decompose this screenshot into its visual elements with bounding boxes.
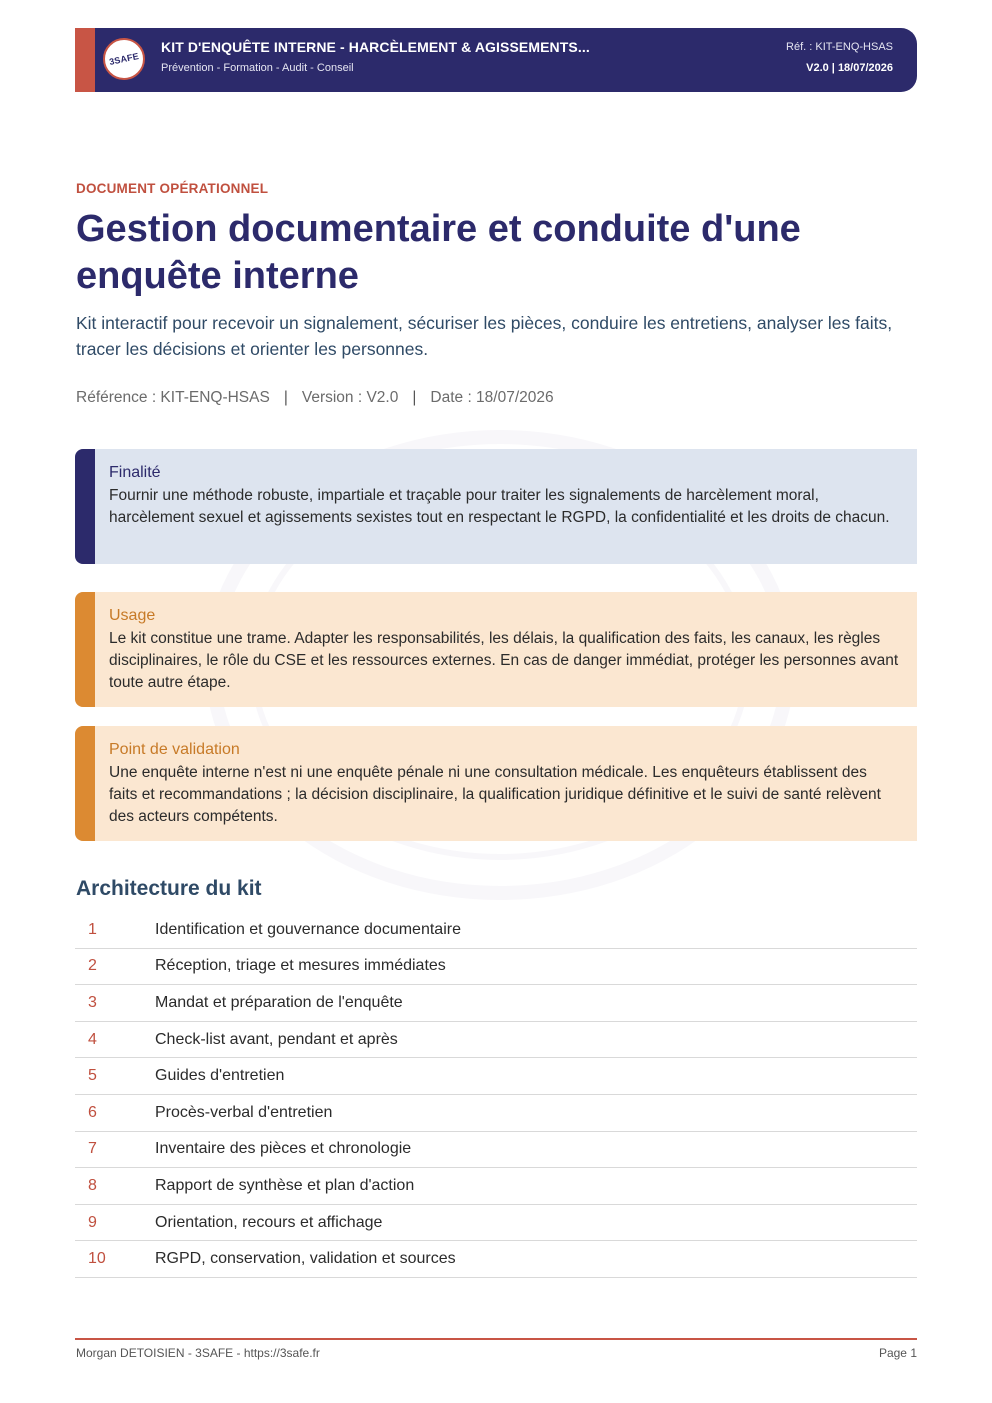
item-label: Identification et gouvernance documentaire xyxy=(155,920,461,938)
item-label: Réception, triage et mesures immédiates xyxy=(155,957,446,975)
list-item xyxy=(75,1058,917,1095)
logo-text: 3SAFE xyxy=(108,50,140,68)
item-number: 2 xyxy=(88,957,97,975)
footer-page-number: Page 1 xyxy=(878,1346,917,1360)
header-version-date: V2.0 | 18/07/2026 xyxy=(806,62,893,74)
callout-bar xyxy=(75,726,95,841)
list-item xyxy=(75,912,917,949)
item-number: 9 xyxy=(88,1213,97,1231)
item-label: Check-list avant, pendant et après xyxy=(155,1030,398,1048)
list-item xyxy=(75,1132,917,1169)
header-reference: Réf. : KIT-ENQ-HSAS xyxy=(786,41,893,53)
item-number: 5 xyxy=(88,1067,97,1085)
callout-bar xyxy=(75,592,95,707)
callout-finalite xyxy=(75,449,917,564)
footer-author: Morgan DETOISIEN - 3SAFE - https://3safe.fr xyxy=(76,1346,320,1360)
item-label: Guides d'entretien xyxy=(155,1067,285,1085)
meta-date: Date : 18/07/2026 xyxy=(430,389,554,406)
callout-validation xyxy=(75,726,917,841)
item-number: 1 xyxy=(88,920,97,938)
architecture-list xyxy=(75,912,917,1278)
document-lead: Kit interactif pour recevoir un signalement, sécuriser les pièces, conduire les entretiens, analyser les faits, tracer les décisions et orienter les personnes. xyxy=(76,313,893,359)
item-label: Mandat et préparation de l'enquête xyxy=(155,993,403,1011)
list-item xyxy=(75,1022,917,1059)
document-eyebrow: DOCUMENT OPÉRATIONNEL xyxy=(76,181,269,196)
header-title: KIT D'ENQUÊTE INTERNE - HARCÈLEMENT & AGISSEMENTS... xyxy=(161,39,590,55)
item-number: 6 xyxy=(88,1103,97,1121)
list-item xyxy=(75,985,917,1022)
footer-divider xyxy=(75,1338,917,1340)
header-accent-bar xyxy=(75,28,95,92)
header-banner xyxy=(75,28,917,92)
callout-label: Point de validation xyxy=(109,741,240,758)
callout-bar xyxy=(75,449,95,564)
list-item xyxy=(75,1241,917,1278)
meta-reference: Référence : KIT-ENQ-HSAS xyxy=(76,389,270,406)
list-item xyxy=(75,1205,917,1242)
callout-label: Usage xyxy=(109,607,156,624)
item-number: 4 xyxy=(88,1030,97,1048)
item-label: Orientation, recours et affichage xyxy=(155,1213,383,1231)
page-title: Gestion documentaire et conduite d'une enquête interne xyxy=(76,208,801,297)
list-item xyxy=(75,1168,917,1205)
item-number: 7 xyxy=(88,1140,97,1158)
list-item xyxy=(75,1095,917,1132)
callout-body: Fournir une méthode robuste, impartiale et traçable pour traiter les signalements de harcèlement moral, harcèlement sexuel et agissements sexistes tout en respectant le RGPD, la confidentialité et les droits de chacun. xyxy=(109,487,890,526)
callout-usage xyxy=(75,592,917,707)
list-item xyxy=(75,949,917,986)
callout-label: Finalité xyxy=(109,464,161,481)
document-meta xyxy=(76,389,554,407)
meta-separator: | xyxy=(283,389,288,406)
meta-separator: | xyxy=(412,389,417,406)
header-subtitle: Prévention - Formation - Audit - Conseil xyxy=(161,62,354,74)
callout-body: Le kit constitue une trame. Adapter les responsabilités, les délais, la qualification des faits, les canaux, les règles disciplinaires, le rôle du CSE et les ressources externes. En cas de danger immédiat, protéger les personnes avant toute autre étape. xyxy=(109,630,899,691)
item-label: RGPD, conservation, validation et sources xyxy=(155,1250,456,1268)
callout-body: Une enquête interne n'est ni une enquête pénale ni une consultation médicale. Les enquêteurs établissent des faits et recommandations ; la décision disciplinaire, la qualification juridique définitive et le suivi de santé relèvent des acteurs compétents. xyxy=(109,764,881,825)
meta-version: Version : V2.0 xyxy=(301,389,399,406)
item-label: Procès-verbal d'entretien xyxy=(155,1103,333,1121)
item-number: 10 xyxy=(88,1250,106,1268)
item-label: Inventaire des pièces et chronologie xyxy=(155,1140,412,1158)
item-number: 3 xyxy=(88,993,97,1011)
item-label: Rapport de synthèse et plan d'action xyxy=(155,1176,415,1194)
logo xyxy=(103,38,145,80)
item-number: 8 xyxy=(88,1176,97,1194)
section-title-architecture: Architecture du kit xyxy=(76,877,262,900)
